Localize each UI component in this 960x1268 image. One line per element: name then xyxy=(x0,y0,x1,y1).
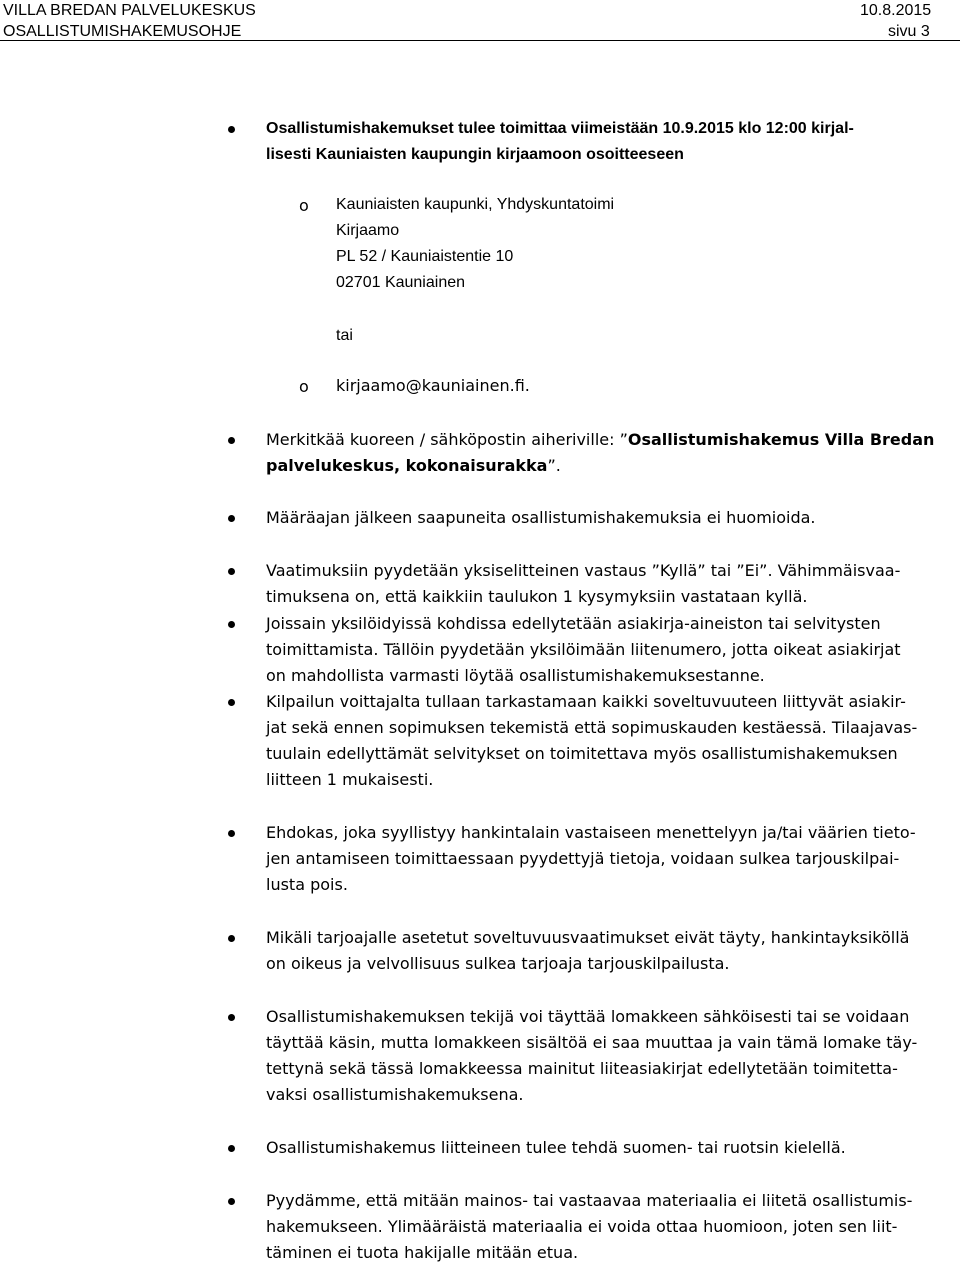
text-line: täyttää käsin, mutta lomakkeen sisältöä ei saa muuttaa ja vain tämä lomake täy- xyxy=(266,1033,918,1052)
or-text: tai xyxy=(336,327,353,344)
text-line: jat sekä ennen sopimuksen tekemistä että sopimuskauden kestäessä. Tilaajavas- xyxy=(266,718,918,737)
bold-subject-text: Osallistumishakemus Villa Bredan xyxy=(627,430,935,449)
text-line: hakemukseen. Ylimääräistä materiaalia ei voida ottaa huomioon, joten sen liit- xyxy=(266,1217,898,1236)
documents-paragraph xyxy=(266,611,960,689)
text-line: Pyydämme, että mitään mainos- tai vastaavaa materiaalia ei liitetä osallistumis- xyxy=(266,1191,913,1210)
text-line: jen antamiseen toimittaessaan pyydettyjä tietoja, voidaan sulkea tarjouskilpai- xyxy=(266,849,900,868)
text-line: täminen ei tuota hakijalle mitään etua. xyxy=(266,1243,579,1262)
email-address: kirjaamo@kauniainen.fi. xyxy=(336,376,530,395)
bullet-icon xyxy=(228,1014,235,1021)
eligibility-paragraph xyxy=(266,925,960,977)
text-line: timuksena on, että kaikkiin taulukon 1 kysymyksiin vastataan kyllä. xyxy=(266,587,808,606)
text-line: tettynä sekä tässä lomakkeessa mainitut liiteasiakirjat edellytetään toimitetta- xyxy=(266,1059,898,1078)
exclusion-paragraph xyxy=(266,820,960,898)
address-line: 02701 Kauniainen xyxy=(336,274,466,291)
address-line: Kauniaisten kaupunki, Yhdyskuntatoimi xyxy=(336,196,615,213)
text-span: ”. xyxy=(547,456,561,475)
text-line: on oikeus ja velvollisuus sulkea tarjoaja tarjouskilpailusta. xyxy=(266,954,730,973)
bullet-icon xyxy=(228,126,235,133)
extra-material-paragraph xyxy=(266,1188,960,1266)
text-line: Joissain yksilöidyissä kohdissa edellytetään asiakirja-aineiston tai selvitysten xyxy=(266,614,881,633)
bullet-icon xyxy=(228,1145,235,1152)
text-line: on mahdollista varmasti löytää osallistumishakemuksestanne. xyxy=(266,666,765,685)
bullet-icon xyxy=(228,830,235,837)
text-line: vaksi osallistumishakemuksena. xyxy=(266,1085,524,1104)
header-page-number: sivu 3 xyxy=(888,23,930,40)
text-span: Merkitkää kuoreen / sähköpostin aiheriville: ” xyxy=(266,430,628,449)
text-line: toimittamista. Tällöin pyydetään yksilöimään liitenumero, jotta oikeat asiakirjat xyxy=(266,640,901,659)
bullet-icon xyxy=(228,568,235,575)
bullet-icon xyxy=(228,515,235,522)
header-organization: VILLA BREDAN PALVELUKESKUS xyxy=(3,2,256,19)
text-line: Ehdokas, joka syyllistyy hankintalain vastaiseen menettelyyn ja/tai väärien tieto- xyxy=(266,823,916,842)
marking-instruction xyxy=(266,427,960,479)
deadline-paragraph xyxy=(266,116,960,168)
header-document-title: OSALLISTUMISHAKEMUSOHJE xyxy=(3,23,242,40)
winner-check-paragraph xyxy=(266,689,960,793)
text-line: Osallistumishakemukset tulee toimittaa viimeistään 10.9.2015 klo 12:00 kirjal- xyxy=(266,120,854,137)
requirements-paragraph xyxy=(266,558,960,610)
language-paragraph: Osallistumishakemus liitteineen tulee tehdä suomen- tai ruotsin kielellä. xyxy=(266,1138,846,1157)
bold-subject-text: palvelukeskus, kokonaisurakka xyxy=(266,456,548,475)
header-divider xyxy=(0,40,960,41)
bullet-icon xyxy=(228,935,235,942)
circle-bullet-icon: o xyxy=(299,196,309,215)
bullet-icon xyxy=(228,437,235,444)
postal-address xyxy=(336,192,614,296)
bullet-icon xyxy=(228,621,235,628)
circle-bullet-icon: o xyxy=(299,377,309,396)
text-line: Vaatimuksiin pyydetään yksiselitteinen vastaus ”Kyllä” tai ”Ei”. Vähimmäisvaa- xyxy=(266,561,901,580)
bullet-icon xyxy=(228,1198,235,1205)
text-line: tuulain edellyttämät selvitykset on toimitettava myös osallistumishakemuksen xyxy=(266,744,898,763)
text-line: liitteen 1 mukaisesti. xyxy=(266,770,434,789)
address-line: PL 52 / Kauniaistentie 10 xyxy=(336,248,514,265)
header-date: 10.8.2015 xyxy=(860,2,932,19)
bullet-icon xyxy=(228,699,235,706)
text-line: lisesti Kauniaisten kaupungin kirjaamoon osoitteeseen xyxy=(266,146,684,163)
address-line: Kirjaamo xyxy=(336,222,400,239)
form-filling-paragraph xyxy=(266,1004,960,1108)
late-applications-text: Määräajan jälkeen saapuneita osallistumishakemuksia ei huomioida. xyxy=(266,508,816,527)
text-line: lusta pois. xyxy=(266,875,348,894)
text-line: Mikäli tarjoajalle asetetut soveltuvuusvaatimukset eivät täyty, hankintayksiköllä xyxy=(266,928,910,947)
text-line: Kilpailun voittajalta tullaan tarkastamaan kaikki soveltuvuuteen liittyvät asiakir- xyxy=(266,692,906,711)
text-line: Osallistumishakemuksen tekijä voi täyttää lomakkeen sähköisesti tai se voidaan xyxy=(266,1007,910,1026)
